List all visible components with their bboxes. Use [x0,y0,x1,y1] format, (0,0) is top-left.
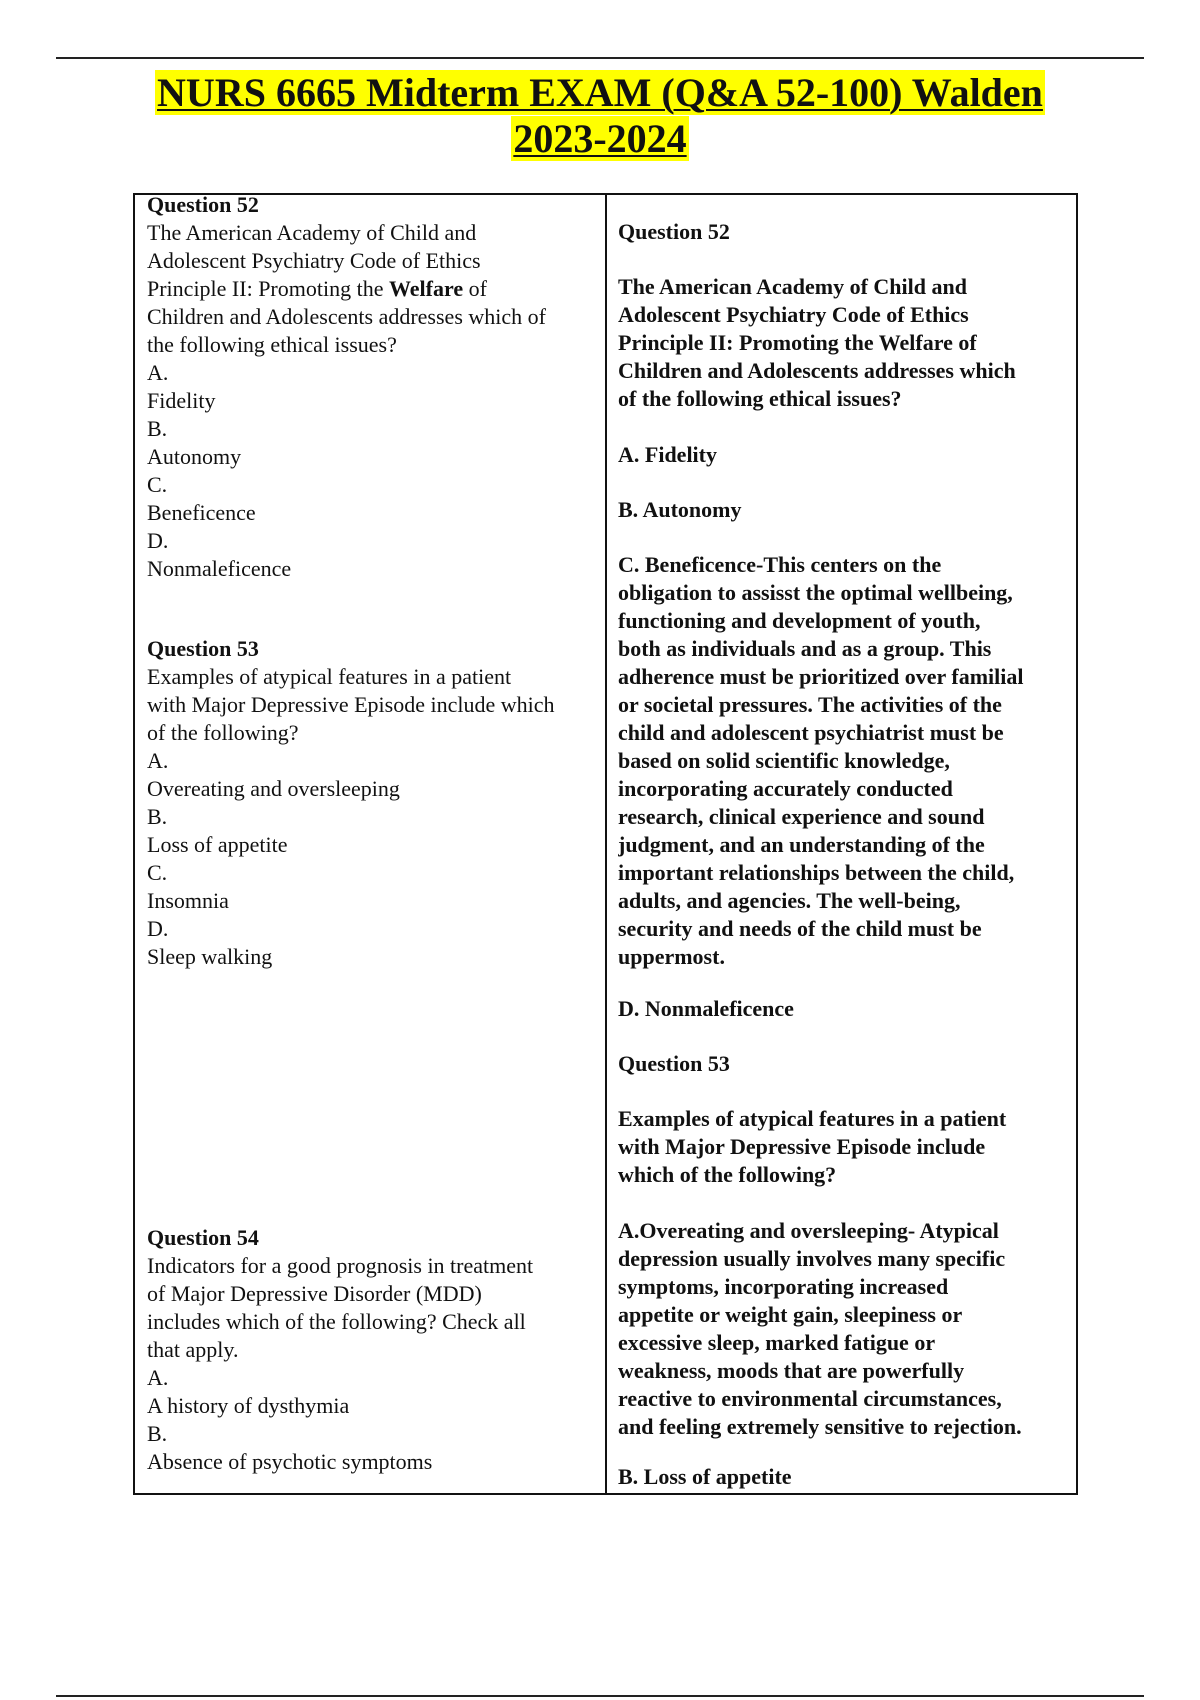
answer-53-stem-line: Examples of atypical features in a patient [618,1106,1007,1131]
answer-53-stem-line: with Major Depressive Episode include [618,1134,986,1159]
option-letter: C. [147,472,168,497]
question-54-stem-line: of Major Depressive Disorder (MDD) [147,1281,482,1306]
question-54-stem-line: that apply. [147,1337,239,1362]
answer-52-option-a [618,441,1068,469]
answer-52-c-line: adherence must be prioritized over familial [618,664,1024,689]
answer-52-stem-line: The American Academy of Child and [618,274,967,299]
answer-52-c-line: C. Beneficence-This centers on the [618,552,942,577]
question-52-block [147,195,597,583]
option-text: Loss of appetite [147,832,288,857]
option-text: Sleep walking [147,944,273,969]
answer-53-option-a [618,1217,1068,1441]
answer-52-option-d [618,995,1068,1023]
answer-52-c-line: judgment, and an understanding of the [618,832,985,857]
option-text: Insomnia [147,888,229,913]
option-letter: D. [147,528,169,553]
answer-52-title-block [618,218,1068,246]
answer-53-a-line: symptoms, incorporating increased [618,1274,949,1299]
option-letter: D. [147,916,169,941]
answer-53-a-line: excessive sleep, marked fatigue or [618,1330,936,1355]
option-text: A history of dysthymia [147,1393,350,1418]
option-letter: A. [147,1365,169,1390]
answer-option-text: B. Loss of appetite [618,1464,792,1489]
question-53-stem-line: with Major Depressive Episode include which [147,692,555,717]
answer-52-c-line: security and needs of the child must be [618,916,982,941]
question-52-stem-line: the following ethical issues? [147,332,397,357]
question-54-block [147,1224,597,1476]
answer-option-text: D. Nonmaleficence [618,996,794,1021]
answer-option-text: A. Fidelity [618,442,717,467]
title-line-1: NURS 6665 Midterm EXAM (Q&A 52-100) Walden [157,70,1043,115]
question-52-title: Question 52 [147,195,259,217]
answer-52-title: Question 52 [618,219,730,244]
answer-52-stem-line: Principle II: Promoting the Welfare of [618,330,977,355]
answer-column [618,195,1068,1493]
question-54-stem-line: Indicators for a good prognosis in treatment [147,1253,534,1278]
answer-52-stem-line: Adolescent Psychiatry Code of Ethics [618,302,969,327]
option-letter: B. [147,416,168,441]
answer-53-a-line: and feeling extremely sensitive to rejection. [618,1414,1022,1439]
answer-52-c-line: incorporating accurately conducted [618,776,953,801]
column-divider [605,195,607,1493]
option-text: Beneficence [147,500,256,525]
answer-52-c-line: based on solid scientific knowledge, [618,748,950,773]
top-rule [56,57,1144,59]
option-text: Absence of psychotic symptoms [147,1449,433,1474]
question-54-title: Question 54 [147,1225,259,1250]
answer-53-a-line: reactive to environmental circumstances, [618,1386,1002,1411]
option-letter: A. [147,360,169,385]
option-text: Overeating and oversleeping [147,776,400,801]
answer-option-text: B. Autonomy [618,497,742,522]
question-column [147,195,597,1493]
answer-53-a-line: A.Overeating and oversleeping- Atypical [618,1218,999,1243]
answer-52-c-line: research, clinical experience and sound [618,804,985,829]
answer-53-a-line: weakness, moods that are powerfully [618,1358,965,1383]
answer-53-option-b [618,1463,1068,1491]
answer-53-title: Question 53 [618,1051,730,1076]
answer-53-a-line: appetite or weight gain, sleepiness or [618,1302,963,1327]
answer-52-c-line: obligation to assisst the optimal wellbeing, [618,580,1013,605]
document-title [100,70,1100,162]
answer-53-a-line: depression usually involves many specific [618,1246,1006,1271]
question-53-block [147,635,597,971]
answer-53-stem [618,1105,1068,1189]
answer-52-c-line: both as individuals and as a group. This [618,636,992,661]
answer-52-c-line: functioning and development of youth, [618,608,981,633]
question-54-stem-line: includes which of the following? Check all [147,1309,526,1334]
option-letter: B. [147,1421,168,1446]
answer-52-option-c [618,551,1068,971]
answer-53-stem-line: which of the following? [618,1162,837,1187]
answer-52-c-line: important relationships between the child, [618,860,1015,885]
bottom-rule [56,1695,1144,1697]
answer-52-stem-line: of the following ethical issues? [618,386,902,411]
qa-table [133,193,1078,1495]
question-52-stem-line: Principle II: Promoting the Welfare of [147,276,487,301]
answer-52-c-line: or societal pressures. The activities of the [618,692,1002,717]
answer-52-c-line: uppermost. [618,944,725,969]
title-line-2: 2023-2024 [513,116,687,161]
question-53-stem-line: Examples of atypical features in a patient [147,664,512,689]
answer-52-stem-line: Children and Adolescents addresses which [618,358,1016,383]
question-52-stem-line: Children and Adolescents addresses which of [147,304,546,329]
option-text: Fidelity [147,388,216,413]
answer-52-c-line: child and adolescent psychiatrist must be [618,720,1004,745]
option-letter: A. [147,748,169,773]
answer-52-option-b [618,496,1068,524]
question-52-stem-line: The American Academy of Child and [147,220,477,245]
answer-52-stem [618,273,1068,413]
option-text: Autonomy [147,444,242,469]
option-letter: B. [147,804,168,829]
option-letter: C. [147,860,168,885]
question-52-stem-line: Adolescent Psychiatry Code of Ethics [147,248,481,273]
option-text: Nonmaleficence [147,556,292,581]
question-53-title: Question 53 [147,636,259,661]
answer-52-c-line: adults, and agencies. The well-being, [618,888,961,913]
question-53-stem-line: of the following? [147,720,299,745]
answer-53-title-block [618,1050,1068,1078]
